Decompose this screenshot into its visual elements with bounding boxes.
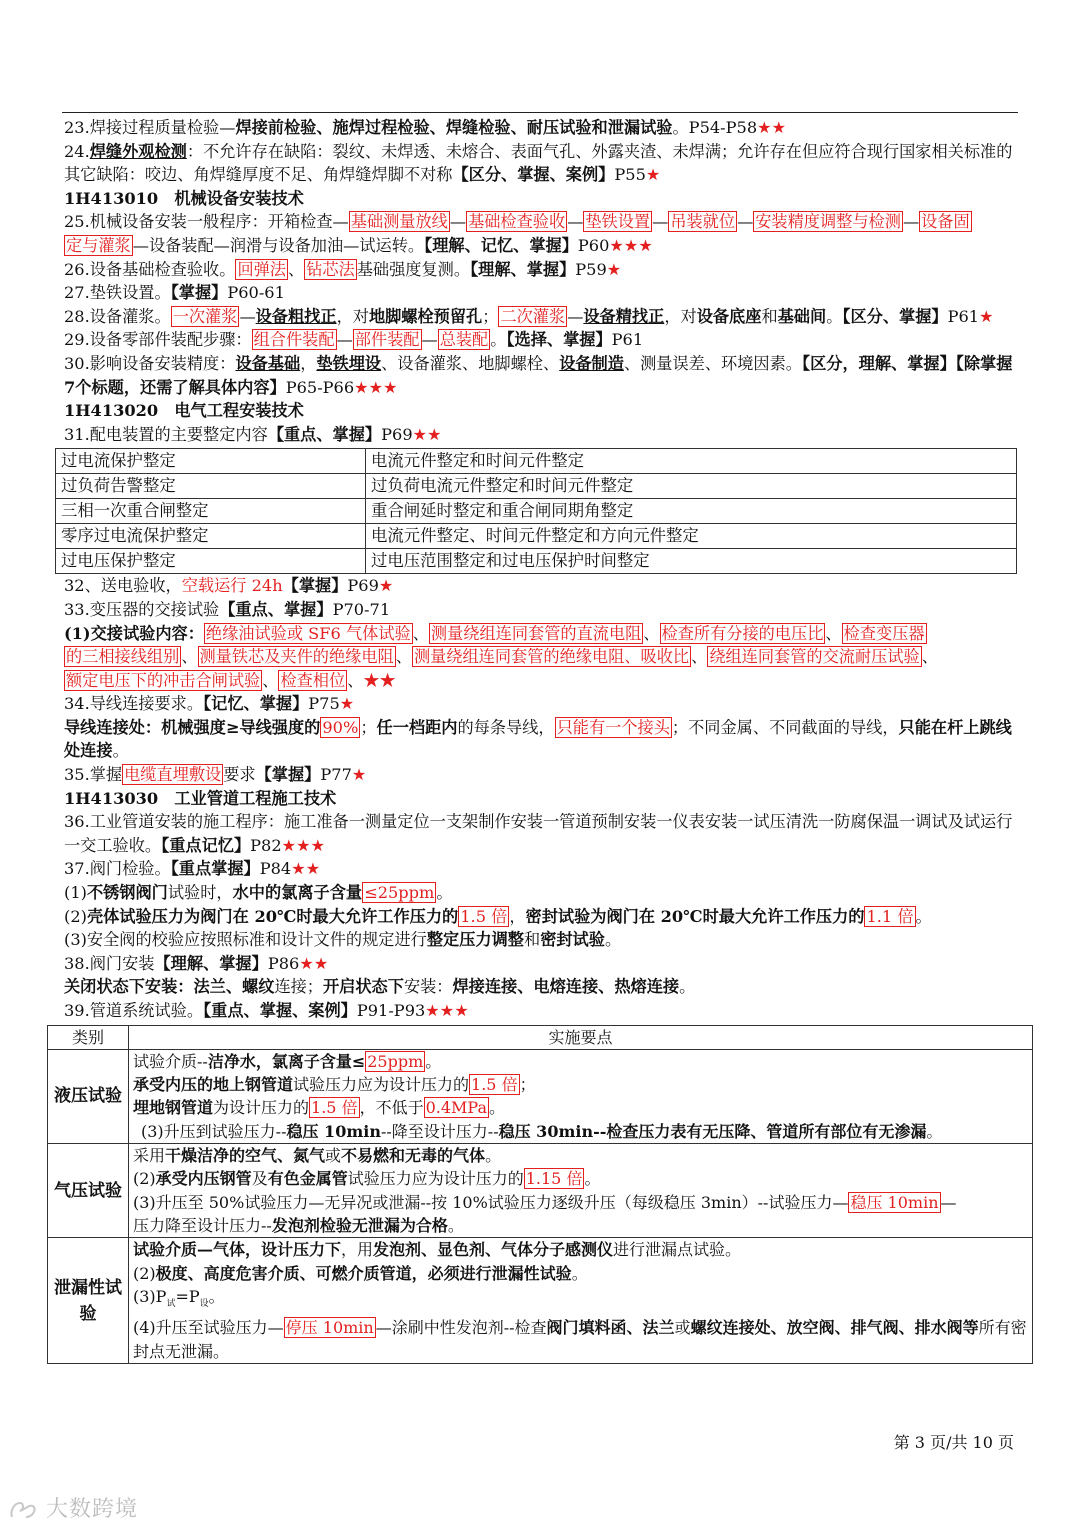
item-25: 25.机械设备安装一般程序：开箱检查— 基础测量放线 — 基础检查验收 — 垫铁设置 — 吊装就位 — 安装精度调整与检测 — 设备固 定与灌浆 —设备装配—润滑与设备加油—试运转。【理解、记忆、掌握】P60★★★ (64, 212, 970, 255)
table-row: 三相一次重合闸整定 重合闸延时整定和重合闸同期角整定 (56, 499, 1017, 524)
item-23: 23.焊接过程质量检验—焊接前检验、施焊过程检验、焊缝检验、耐压试验和泄漏试验。P54-P58★★ (64, 118, 787, 137)
item-26: 26.设备基础检查验收。 回弹法 、 钻芯法 基础强度复测。【理解、掌握】P59★ (64, 259, 622, 279)
item-29: 29.设备零部件装配步骤： 组合件装配 — 部件装配 — 总装配 。【选择、掌握】P61 (64, 330, 644, 350)
table-row (48, 1144, 1033, 1238)
item-24: 24.焊缝外观检测：不允许存在缺陷：裂纹、未焊透、未熔合、表面气孔、外露夹渣、未焊满；允许存在但应符合现行国家相关标准的其它缺陷：咬边、角焊缝厚度不足、角焊缝焊脚不对称【区分、掌握、案例】P55★ (64, 141, 1013, 185)
watermark: 大数跨境 (8, 1492, 138, 1523)
section-heading: 1H413010 机械设备安装技术 (64, 188, 304, 208)
section-heading: 1H413030 工业管道工程施工技术 (64, 788, 337, 808)
table-row (48, 1238, 1033, 1364)
item-34-detail: 导线连接处：机械强度≥导线强度的 90% ；任一档距内的每条导线， 只能有一个接头 ；不同金属、不同截面的导线，只能在杆上跳线处连接。 (64, 717, 1012, 761)
item-39: 39.管道系统试验。【重点、掌握、案例】P91-P93★★★ (64, 1001, 469, 1020)
item-34: 34.导线连接要求。【记忆、掌握】P75★ (64, 694, 355, 714)
category-cell: 泄漏性试验 (48, 1238, 129, 1364)
item-33: 33.变压器的交接试验【重点、掌握】P70-71 (64, 599, 391, 619)
item-33-detail: (1)交接试验内容： 绝缘油试验或 SF6 气体试验 、 测量绕组连同套管的直流电阻 、 检查所有分接的电压比 、 检查变压器 的三相接线组别 、 测量铁芯及夹件的绝缘电阻 、 测量绕组连同套管的绝缘电阻、吸收比 、 绕组连同套管的交流耐压试验 、 额定电压下的冲击合闸试验 、 检查相位 、★★ (64, 623, 938, 690)
item-38-detail: 关闭状态下安装：法兰、螺纹连接；开启状态下安装：焊接连接、电熔连接、热熔连接。 (64, 977, 696, 997)
item-36: 36.工业管道安装的施工程序：施工准备一测量定位一支架制作安装一管道预制安装一仪表安装一试压清洗一防腐保温一调试及试运行一交工验收。【重点记忆】P82★★★ (64, 812, 1013, 855)
item-30: 30.影响设备安装精度：设备基础，垫铁埋设、设备灌浆、地脚螺栓、设备制造、测量误差、环境因素。【区分，理解、掌握】【除掌握7个标题，还需了解具体内容】P65-P66★★★ (64, 353, 1013, 397)
item-38: 38.阀门安装【理解、掌握】P86★★ (64, 953, 329, 973)
table-header-row: 类别 实施要点 (48, 1025, 1033, 1049)
item-32: 32、送电验收，空载运行 24h【掌握】P69★ (64, 576, 394, 596)
item-27: 27.垫铁设置。【掌握】P60-61 (64, 283, 285, 303)
document-body (54, 116, 1027, 1364)
table-row: 过负荷告警整定 过负荷电流元件整定和时间元件整定 (56, 474, 1017, 499)
pipe-test-table (47, 1025, 1033, 1364)
protection-settings-table (55, 448, 1017, 574)
page-number: 第 3 页/共 10 页 (893, 1433, 1014, 1452)
detail-cell: 采用干燥洁净的空气、氮气或不易燃和无毒的气体。 (2)承受内压钢管及有色金属管试验压力应为设计压力的 1.15 倍 。 (3)升压至 50%试验压力—无异况或泄漏--按 10%试验压力逐级升压（每级稳压 3min）--试验压力— 稳压 10min — 压力降至设计压力--发泡剂检验无泄漏为合格。 (129, 1144, 1033, 1238)
item-28: 28.设备灌浆。 一次灌浆 —设备粗找正，对地脚螺栓预留孔； 二次灌浆 —设备精找正，对设备底座和基础间。【区分、掌握】P61★ (64, 306, 994, 326)
top-rule (62, 112, 1018, 113)
item-37-2: (2)壳体试验压力为阀门在 20℃时最大允许工作压力的 1.5 倍 ，密封试验为阀门在 20℃时最大允许工作压力的 1.1 倍 。 (64, 906, 932, 926)
table-row: 过电流保护整定 电流元件整定和时间元件整定 (56, 449, 1017, 474)
section-heading: 1H413020 电气工程安装技术 (64, 401, 304, 421)
item-31: 31.配电装置的主要整定内容【重点、掌握】P69★★ (64, 424, 442, 444)
table-row: 零序过电流保护整定 电流元件整定、时间元件整定和方向元件整定 (56, 524, 1017, 549)
item-37-1: (1)不锈钢阀门试验时，水中的氯离子含量 ≤25ppm 。 (64, 883, 453, 903)
item-37: 37.阀门检验。【重点掌握】P84★★ (64, 859, 321, 879)
detail-cell: 试验介质--洁净水，氯离子含量≤ 25ppm 。 承受内压的地上钢管道试验压力应为设计压力的 1.5 倍 ； 埋地钢管道为设计压力的 1.5 倍 ，不低于 0.4MPa 。 (3)升压到试验压力--稳压 10min--降至设计压力--稳压 30min--检查压力表有无压降、管道所有部位有无渗漏。 (129, 1049, 1033, 1143)
detail-cell: 试验介质—气体，设计压力下，用发泡剂、显色剂、气体分子感测仪进行泄漏点试验。 (2)极度、高度危害介质、可燃介质管道，必须进行泄漏性试验。 $(3)P_试=P_设$。 (4)升压至试验压力— 停压 10min —涂刷中性发泡剂--检查阀门填料函、法兰或螺纹连接处、放空阀、排气阀、排水阀等所有密封点无泄漏。 (129, 1238, 1033, 1364)
item-37-3: (3)安全阀的校验应按照标准和设计文件的规定进行整定压力调整和密封试验。 (64, 930, 622, 950)
category-cell: 液压试验 (48, 1049, 129, 1143)
table-row: 过电压保护整定 过电压范围整定和过电压保护时间整定 (56, 549, 1017, 574)
watermark-logo-icon (8, 1497, 38, 1523)
item-35: 35.掌握 电缆直埋敷设 要求【掌握】P77★ (64, 765, 367, 785)
category-cell: 气压试验 (48, 1144, 129, 1238)
table-row (48, 1049, 1033, 1143)
